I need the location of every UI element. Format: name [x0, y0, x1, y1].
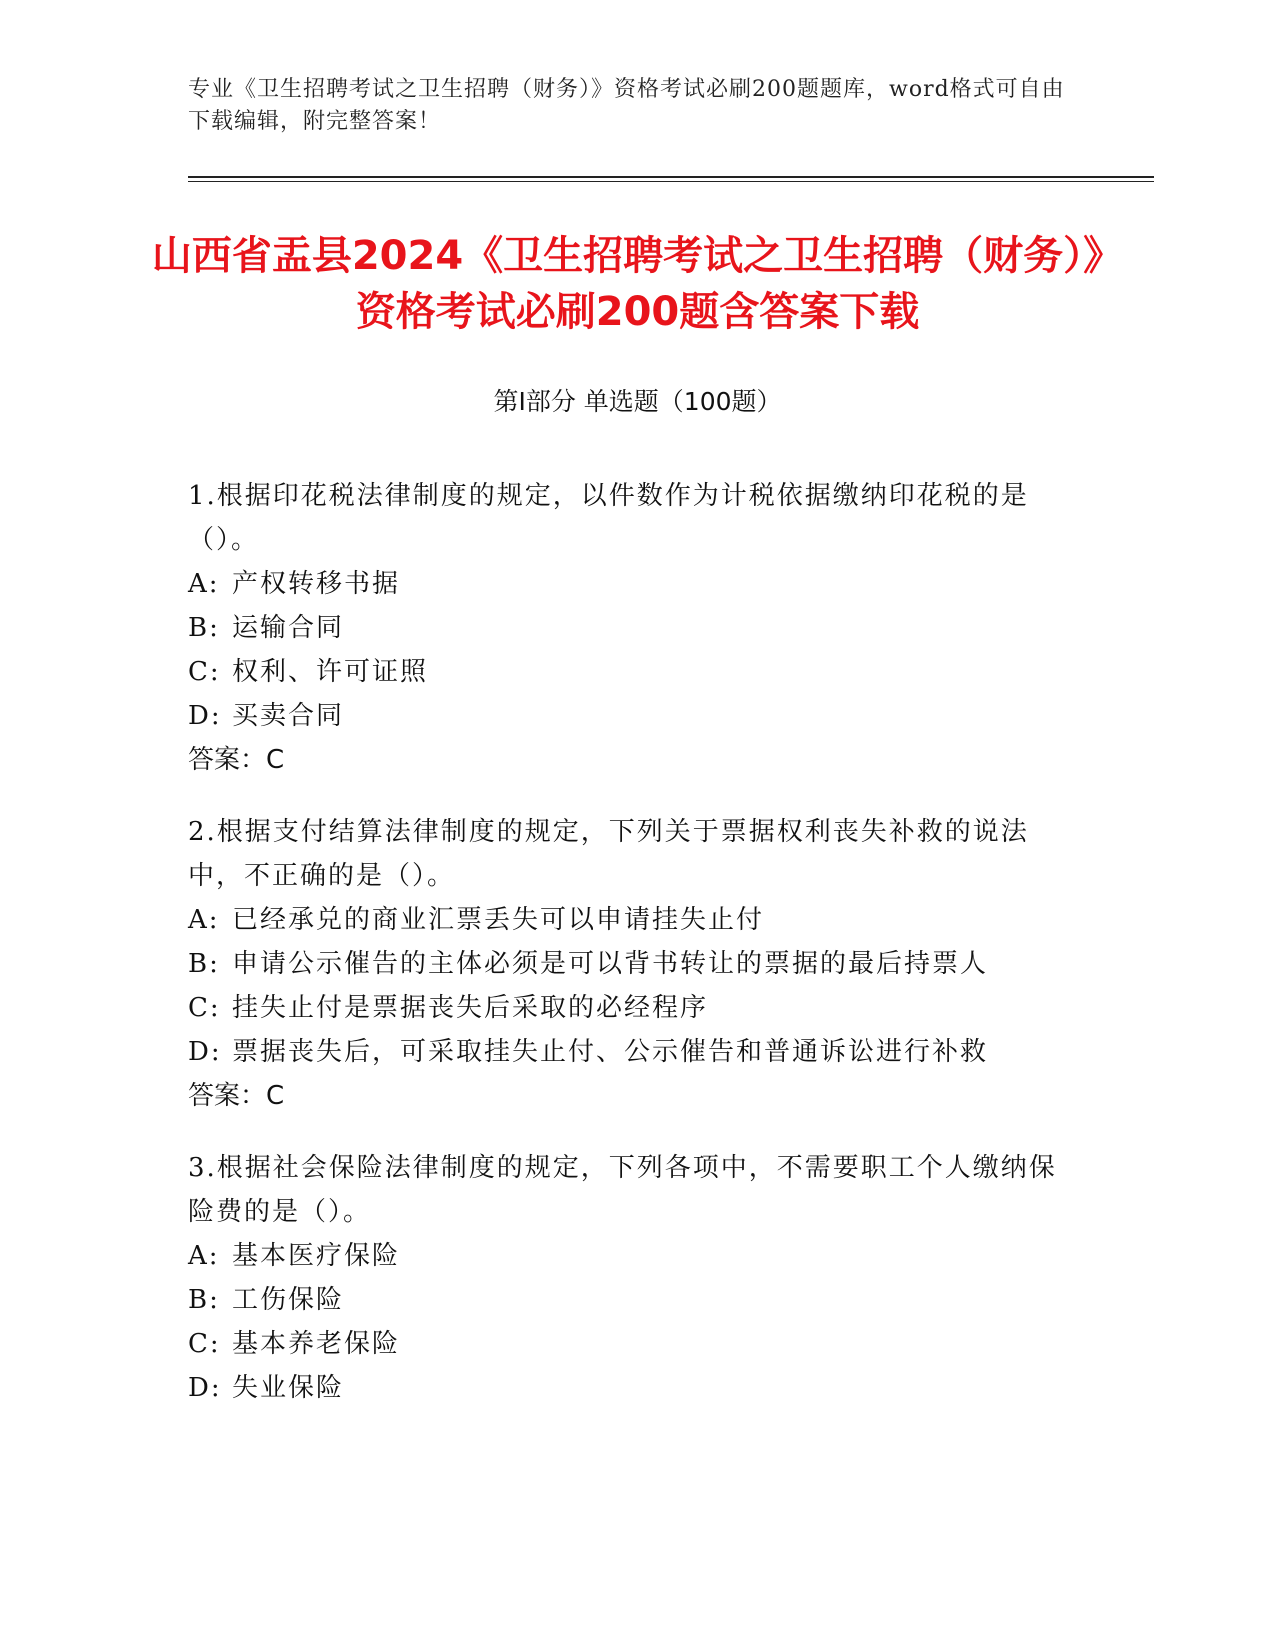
question-stem: 3.根据社会保险法律制度的规定，下列各项中，不需要职工个人缴纳保险费的是（）。	[188, 1153, 1057, 1227]
option-letter: A:	[188, 905, 220, 935]
option-d	[188, 1030, 1068, 1074]
option-c	[188, 650, 1068, 694]
option-letter: A:	[188, 569, 220, 599]
header-rule-thin	[188, 181, 1154, 182]
section-heading: 第Ⅰ部分 单选题（100题）	[493, 387, 782, 416]
answer-line: 答案：C	[188, 745, 285, 775]
question-3	[188, 1146, 1068, 1410]
option-letter: D:	[188, 1373, 222, 1403]
option-text: 买卖合同	[232, 701, 345, 731]
option-a	[188, 1234, 1068, 1278]
option-b	[188, 942, 1068, 986]
option-c	[188, 986, 1068, 1030]
question-2	[188, 810, 1068, 1118]
option-letter: C:	[188, 657, 221, 687]
option-text: 已经承兑的商业汇票丢失可以申请挂失止付	[232, 905, 765, 935]
option-text: 失业保险	[232, 1373, 345, 1403]
option-d	[188, 694, 1068, 738]
option-letter: D:	[188, 1037, 222, 1067]
option-letter: D:	[188, 701, 222, 731]
option-text: 权利、许可证照	[232, 657, 429, 687]
question-1	[188, 474, 1068, 782]
question-stem: 2.根据支付结算法律制度的规定，下列关于票据权利丧失补救的说法中，不正确的是（）。	[188, 817, 1029, 891]
document-title: 山西省盂县2024《卫生招聘考试之卫生招聘（财务）》资格考试必刷200题含答案下载	[151, 233, 1124, 335]
option-text: 基本养老保险	[232, 1329, 401, 1359]
option-letter: B:	[188, 949, 220, 979]
option-text: 申请公示催告的主体必须是可以背书转让的票据的最后持票人	[232, 949, 989, 979]
option-a	[188, 562, 1068, 606]
option-letter: C:	[188, 1329, 221, 1359]
option-letter: B:	[188, 1285, 220, 1315]
option-a	[188, 898, 1068, 942]
header-rule-thick	[188, 176, 1154, 178]
option-text: 工伤保险	[232, 1285, 345, 1315]
option-d	[188, 1366, 1068, 1410]
option-text: 挂失止付是票据丧失后采取的必经程序	[232, 993, 709, 1023]
option-letter: B:	[188, 613, 220, 643]
question-stem: 1.根据印花税法律制度的规定，以件数作为计税依据缴纳印花税的是（）。	[188, 481, 1029, 555]
option-text: 运输合同	[232, 613, 345, 643]
option-b	[188, 1278, 1068, 1322]
header-note: 专业《卫生招聘考试之卫生招聘（财务）》资格考试必刷200题题库，word格式可自由下载编辑，附完整答案！	[188, 77, 1065, 134]
option-letter: A:	[188, 1241, 220, 1271]
option-text: 基本医疗保险	[232, 1241, 401, 1271]
option-text: 票据丧失后，可采取挂失止付、公示催告和普通诉讼进行补救	[232, 1037, 989, 1067]
option-c	[188, 1322, 1068, 1366]
answer-line: 答案：C	[188, 1081, 285, 1111]
option-letter: C:	[188, 993, 221, 1023]
question-list	[188, 474, 1068, 1438]
option-b	[188, 606, 1068, 650]
option-text: 产权转移书据	[232, 569, 401, 599]
